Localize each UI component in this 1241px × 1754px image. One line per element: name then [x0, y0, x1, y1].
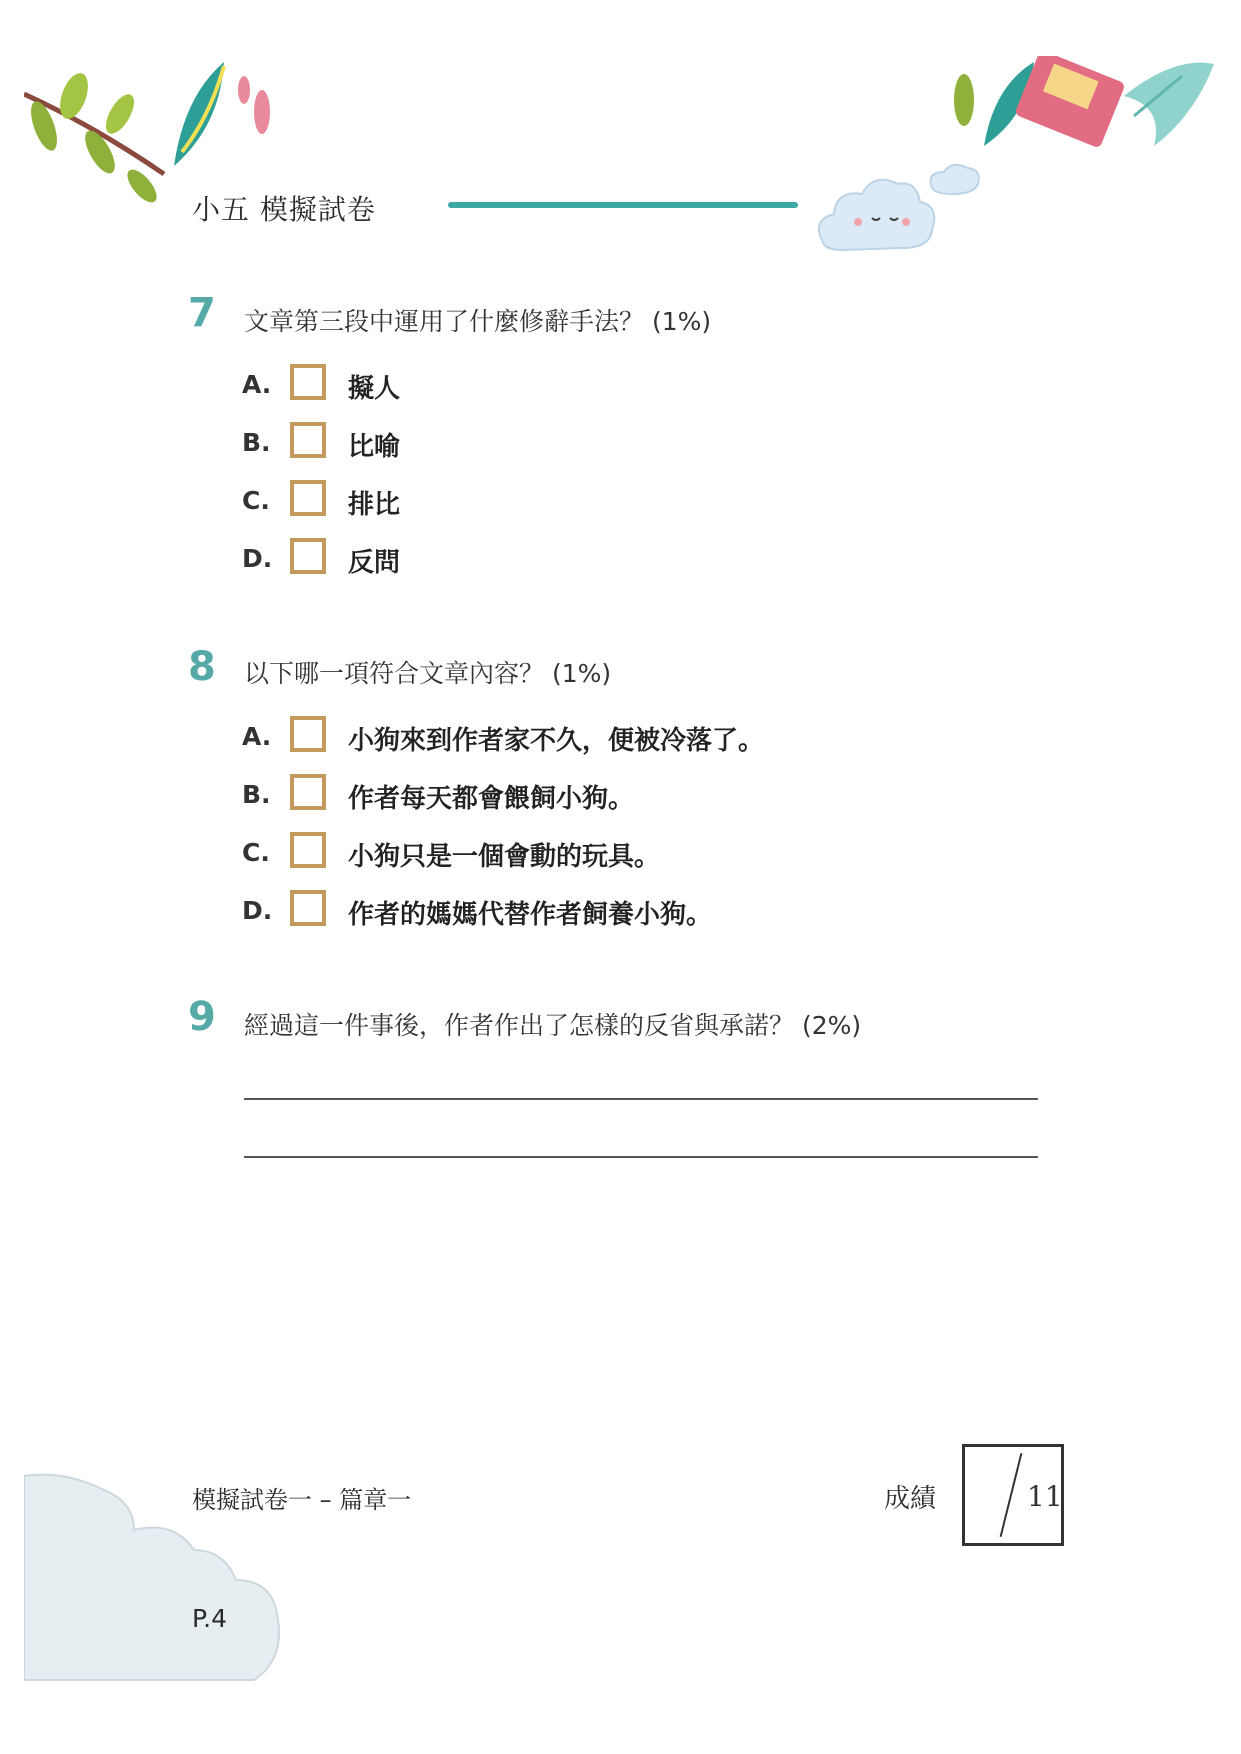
option-text: 小狗來到作者家不久，便被冷落了。	[348, 726, 765, 756]
option-text: 小狗只是一個會動的玩具。	[348, 842, 661, 872]
header-divider	[448, 202, 798, 208]
option-text: 比喻	[348, 432, 401, 462]
answer-checkbox[interactable]	[290, 832, 326, 868]
cloud-faces-decoration	[812, 160, 982, 260]
option-text: 反問	[348, 548, 401, 578]
option-letter: B.	[242, 428, 271, 457]
answer-checkbox[interactable]	[290, 480, 326, 516]
option-letter: A.	[242, 370, 272, 399]
question-text: 以下哪一項符合文章內容？ (1%)	[244, 659, 612, 688]
option-text: 擬人	[348, 374, 401, 404]
question-number: 8	[188, 644, 216, 690]
option-letter: D.	[242, 544, 273, 573]
answer-checkbox[interactable]	[290, 890, 326, 926]
option-letter: C.	[242, 838, 270, 867]
answer-line[interactable]	[244, 1156, 1038, 1158]
answer-checkbox[interactable]	[290, 422, 326, 458]
answer-checkbox[interactable]	[290, 716, 326, 752]
question-number: 9	[188, 994, 216, 1040]
option-text: 作者每天都會餵飼小狗。	[348, 784, 635, 814]
answer-checkbox[interactable]	[290, 774, 326, 810]
option-text: 作者的媽媽代替作者飼養小狗。	[348, 900, 713, 930]
answer-checkbox[interactable]	[290, 364, 326, 400]
question-text: 文章第三段中運用了什麼修辭手法？ (1%)	[244, 307, 712, 336]
page-number: P.4	[192, 1604, 228, 1633]
chapter-label: 模擬試卷一 – 篇章一	[192, 1486, 412, 1514]
option-text: 排比	[348, 490, 401, 520]
score-total: 11	[1027, 1480, 1063, 1513]
page-title: 小五 模擬試卷	[192, 193, 376, 226]
option-letter: A.	[242, 722, 272, 751]
option-letter: C.	[242, 486, 270, 515]
answer-checkbox[interactable]	[290, 538, 326, 574]
option-letter: B.	[242, 780, 271, 809]
question-text: 經過這一件事後，作者作出了怎樣的反省與承諾？ (2%)	[244, 1011, 862, 1040]
option-letter: D.	[242, 896, 273, 925]
answer-line[interactable]	[244, 1098, 1038, 1100]
leaves-top-left-decoration	[24, 56, 284, 206]
question-number: 7	[188, 290, 216, 336]
score-label: 成績	[884, 1484, 937, 1514]
